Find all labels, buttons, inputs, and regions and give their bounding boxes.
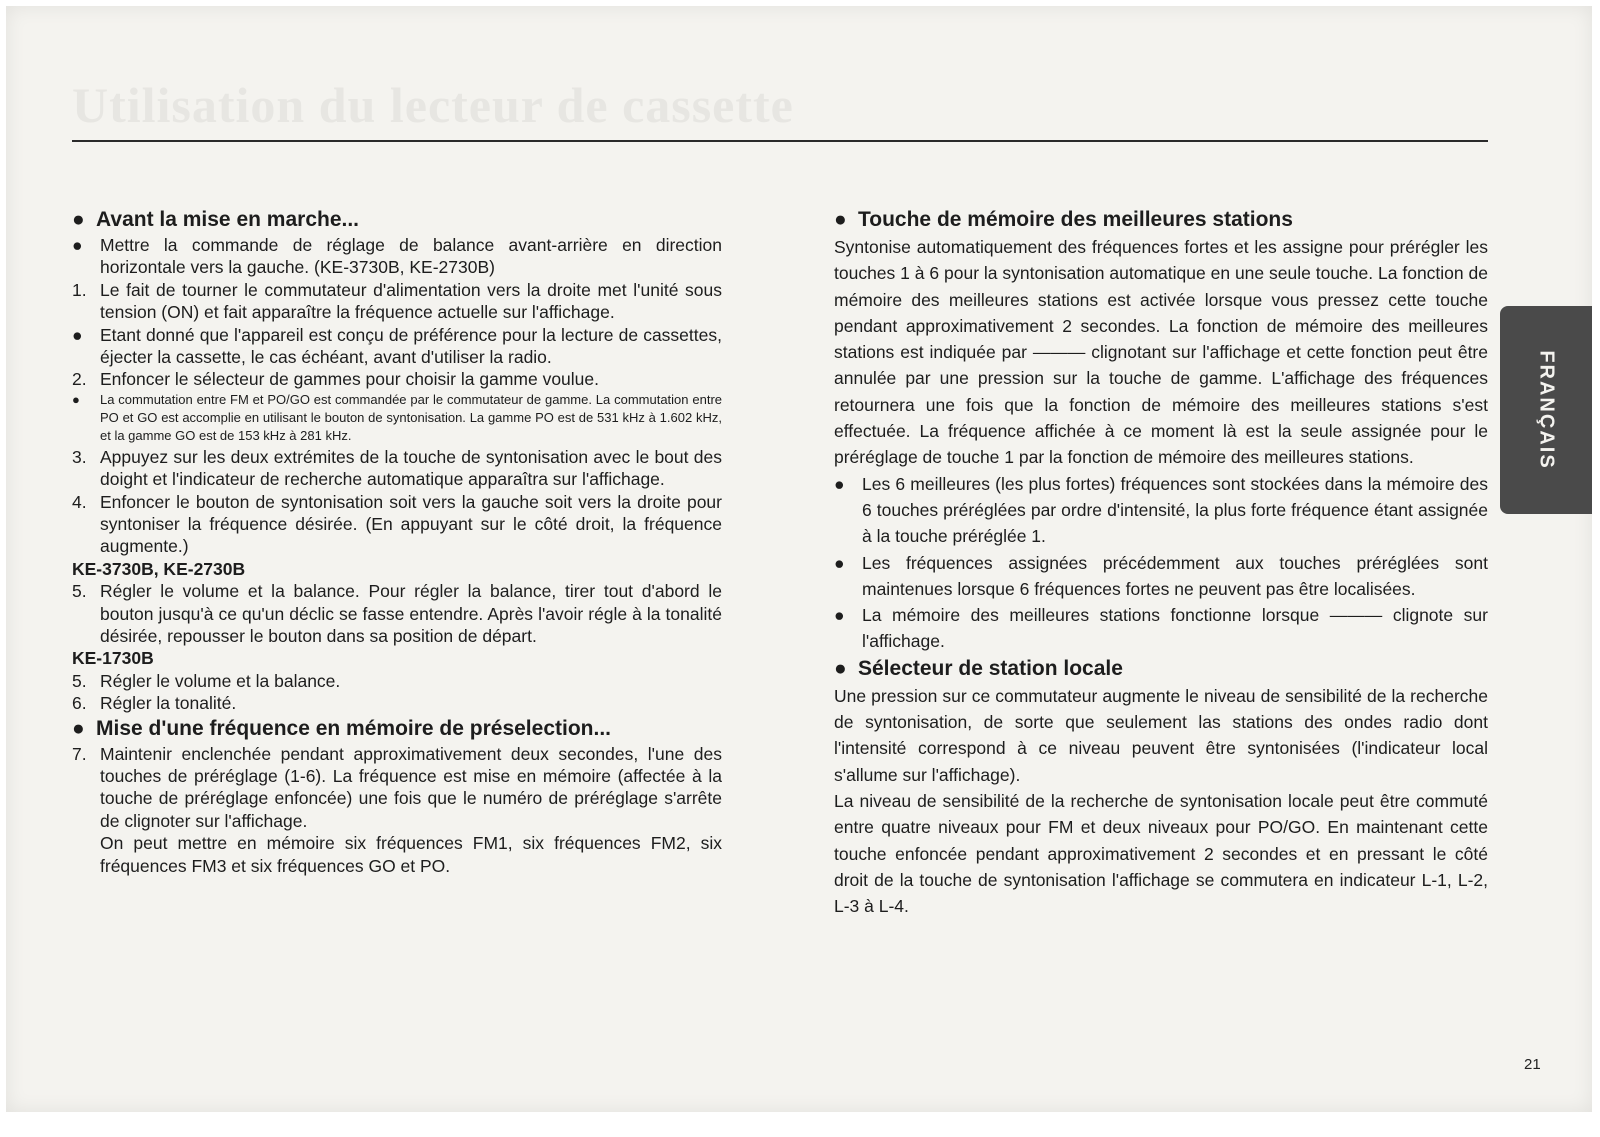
model-label: KE-3730B, KE-2730B <box>72 558 246 579</box>
bullet-icon: ● <box>834 656 847 680</box>
step-number: 5. <box>72 670 87 691</box>
paragraph: Une pression sur ce commutateur augmente le niveau de sensibilité de la recherche de syntonisation, de sorte que seulement las stations des ondes radio dont l'intensité correspond à ce niveau peuvent être syntonisées (l'indicateur local s'allume sur l'affichage). <box>834 685 1488 785</box>
note-item <box>72 391 722 446</box>
step-item <box>72 491 722 558</box>
step-number: 7. <box>72 743 87 764</box>
bullet-text: Mettre la commande de réglage de balance avant-arrière en direction horizontale vers la gauche. (KE-3730B, KE-2730B) <box>100 235 722 278</box>
bullet-item <box>834 602 1488 655</box>
step-number: 4. <box>72 491 87 512</box>
note-text: La commutation entre FM et PO/GO est commandée par le commutateur de gamme. La commutation entre PO et GO est accomplie en utilisant le bouton de syntonisation. La gamme PO est de 531 kHz à 1.602 kHz, et la gamme GO est de 153 kHz à 281 kHz. <box>100 391 722 444</box>
step-text: Régler la tonalité. <box>100 693 237 714</box>
bullet-text: Les fréquences assignées précédemment aux touches préréglées sont maintenues lorsque 6 fréquences fortes ne peuvent pas être localisées. <box>862 552 1488 599</box>
bullet-item <box>834 471 1488 550</box>
bullet-text: La mémoire des meilleures stations fonctionne lorsque ——— clignote sur l'affichage. <box>862 605 1488 652</box>
bullet-icon: ● <box>834 552 845 573</box>
bullet-text: Les 6 meilleures (les plus fortes) fréquences sont stockées dans la mémoire des 6 touches préréglées par ordre d'intensité, la plus forte fréquence étant assignée à la touche préréglée 1. <box>862 473 1488 547</box>
paragraph: Syntonise automatiquement des fréquences fortes et les assigne pour prérégler les touches 1 à 6 pour la syntonisation automatique en une seule touche. La fonction de mémoire des meilleures stations est activée lorsque vous pressez cette touche pendant approximativement 2 secondes. La fonction de mémoire des meilleures stations est indiquée par ——— clignotant sur l'affichage et cette fonction peut être annulée par une pression sur la touche de gamme. L'affichage des fréquences retournera une fois que la fonction de mémoire des meilleures stations s'est effectuée. La fréquence affichée à ce moment là est la seule assignée pour le préréglage de touche 1 par la fonction de mémoire des meilleures stations. <box>834 237 1488 468</box>
bullet-text: Etant donné que l'appareil est conçu de préférence pour la lecture de cassettes, éjecter la cassette, le cas échéant, avant d'utiliser la radio. <box>100 324 722 368</box>
step-text: Enfoncer le bouton de syntonisation soit vers la gauche soit vers la droite pour syntoniser la fréquence désirée. (En appuyant sur le côté droit, la fréquence augmente.) <box>100 491 722 557</box>
step-item <box>72 692 722 714</box>
heading-station-locale <box>834 655 1488 683</box>
language-tab <box>1500 306 1592 514</box>
header-rule <box>72 140 1488 142</box>
step-item <box>72 743 722 833</box>
paragraph: La niveau de sensibilité de la recherche de syntonisation locale peut être commuté entre quatre niveaux pour FM et deux niveaux pour PO/GO. En maintenant cette touche enfoncée pendant approximativement 2 secondes et en pressant le côté droit de la touche de syntonisation l'affichage se commutera en indicateur L-1, L-2, L-3 à L-4. <box>834 790 1488 917</box>
bullet-icon: ● <box>834 473 845 494</box>
step-text: Maintenir enclenchée pendant approximativement deux secondes, l'une des touches de préréglage (1-6). La fréquence est mise en mémoire (affectée à la touche de préréglage enfoncée) une fois que le numéro de préréglage s'arrête de clignoter sur l'affichage. <box>100 743 722 831</box>
step-text: Le fait de tourner le commutateur d'alimentation vers la droite met l'unité sous tension (ON) et fait apparaître la fréquence actuelle sur l'affichage. <box>100 279 722 323</box>
heading-meilleures-stations <box>834 206 1488 234</box>
bullet-item <box>72 324 722 369</box>
step-number: 3. <box>72 446 87 467</box>
heading-text: Sélecteur de station locale <box>858 656 1123 680</box>
bullet-icon: ● <box>72 235 83 255</box>
heading-avant-mise-en-marche <box>72 206 722 234</box>
step-text: Régler le volume et la balance. Pour régler la balance, tirer tout d'abord le bouton jusqu'à ce qu'un déclic se fasse entendre. Après l'avoir régle à la tonalité désirée, repousser le bouton dans sa position de départ. <box>100 581 722 646</box>
heading-memoire-preselection <box>72 715 722 743</box>
language-tab-label: FRANÇAIS <box>1535 350 1558 470</box>
step-number: 2. <box>72 369 87 390</box>
bullet-icon: ● <box>72 716 85 740</box>
bullet-icon: ● <box>834 208 847 231</box>
model-label: KE-1730B <box>72 648 154 669</box>
ghost-title: Utilisation du lecteur de cassette <box>72 77 794 133</box>
bullet-icon: ● <box>72 324 83 345</box>
bullet-icon: ● <box>72 391 80 407</box>
step-item <box>72 670 722 692</box>
bullet-icon: ● <box>72 208 85 231</box>
left-column <box>72 206 722 877</box>
bullet-icon: ● <box>834 605 845 626</box>
step-number: 1. <box>72 279 87 300</box>
page-number: 21 <box>1524 1056 1541 1073</box>
step-item <box>72 580 722 647</box>
step-text: Enfoncer le sélecteur de gammes pour choisir la gamme voulue. <box>100 369 599 390</box>
step-continuation: On peut mettre en mémoire six fréquences FM1, six fréquences FM2, six fréquences FM3 et six fréquences GO et PO. <box>100 833 722 876</box>
step-text: Appuyez sur les deux extrémites de la touche de syntonisation avec le bout des doight et l'indicateur de recherche automatique apparaîtra sur l'affichage. <box>100 446 722 490</box>
step-item <box>72 368 722 390</box>
step-text: Régler le volume et la balance. <box>100 670 341 691</box>
heading-text: Avant la mise en marche... <box>96 208 360 231</box>
step-number: 6. <box>72 693 87 714</box>
step-number: 5. <box>72 581 87 602</box>
heading-text: Mise d'une fréquence en mémoire de préselection... <box>96 716 611 740</box>
heading-text: Touche de mémoire des meilleures stations <box>858 208 1293 231</box>
bullet-item <box>834 550 1488 603</box>
step-item <box>72 446 722 491</box>
step-item <box>72 279 722 324</box>
manual-page <box>6 6 1592 1112</box>
right-column <box>834 206 1488 919</box>
bullet-item <box>72 234 722 279</box>
